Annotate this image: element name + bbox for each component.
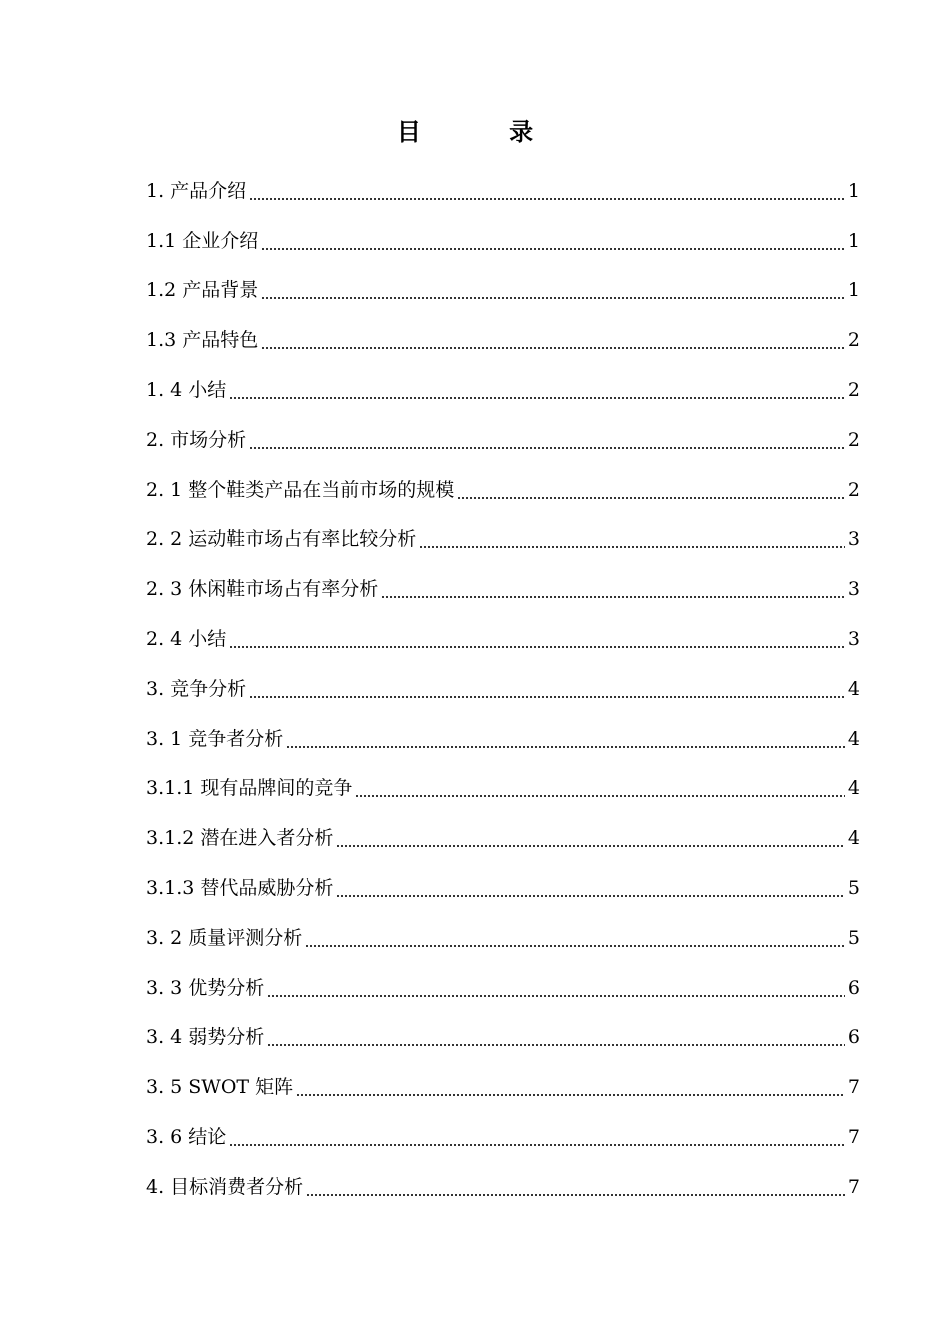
toc-entry-page-number: 5	[847, 877, 860, 900]
toc-entry-label: 2. 2 运动鞋市场占有率比较分析	[146, 528, 417, 551]
toc-entry-page-number: 6	[847, 976, 860, 999]
dot-leader	[249, 681, 845, 701]
dot-leader	[457, 482, 845, 502]
toc-entry[interactable]	[146, 863, 860, 913]
toc-entry[interactable]	[146, 664, 860, 714]
toc-entry-label: 2. 1 整个鞋类产品在当前市场的规模	[146, 478, 455, 501]
dot-leader	[267, 1029, 845, 1049]
toc-entry-label: 1.1 企业介绍	[146, 229, 259, 252]
toc-entry-page-number: 1	[847, 229, 860, 252]
toc-entry[interactable]	[146, 1062, 860, 1112]
toc-entry[interactable]	[146, 813, 860, 863]
toc-entry[interactable]	[146, 315, 860, 365]
dot-leader	[249, 432, 845, 452]
toc-entry-label: 3.1.3 替代品威胁分析	[146, 877, 334, 900]
toc-entry-page-number: 2	[847, 478, 860, 501]
toc-entry[interactable]	[146, 963, 860, 1013]
toc-entry-label: 2. 4 小结	[146, 628, 227, 651]
toc-entry[interactable]	[146, 415, 860, 465]
dot-leader	[286, 731, 845, 751]
toc-entry-label: 1.3 产品特色	[146, 329, 259, 352]
dot-leader	[261, 282, 845, 302]
dot-leader	[229, 1129, 845, 1149]
dot-leader	[229, 382, 845, 402]
toc-entry[interactable]	[146, 465, 860, 515]
toc-entry-label: 3.1.2 潜在进入者分析	[146, 827, 334, 850]
toc-entry-label: 2. 市场分析	[146, 428, 247, 451]
toc-entry[interactable]	[146, 564, 860, 614]
toc-entry-label: 3. 3 优势分析	[146, 976, 265, 999]
toc-entry[interactable]	[146, 365, 860, 415]
toc-entry[interactable]	[146, 266, 860, 316]
toc-entry[interactable]	[146, 166, 860, 216]
dot-leader	[336, 830, 845, 850]
toc-entry-label: 3. 6 结论	[146, 1126, 227, 1149]
table-of-contents	[146, 166, 860, 1212]
toc-entry[interactable]	[146, 913, 860, 963]
toc-entry[interactable]	[146, 1112, 860, 1162]
toc-entry-page-number: 7	[847, 1126, 860, 1149]
dot-leader	[355, 780, 845, 800]
toc-entry-page-number: 4	[847, 827, 860, 850]
toc-entry-page-number: 1	[847, 279, 860, 302]
toc-entry-label: 1.2 产品背景	[146, 279, 259, 302]
dot-leader	[419, 531, 845, 551]
toc-entry[interactable]	[146, 714, 860, 764]
toc-entry-label: 3. 1 竞争者分析	[146, 727, 284, 750]
dot-leader	[261, 233, 845, 253]
toc-entry-label: 1. 4 小结	[146, 379, 227, 402]
dot-leader	[261, 332, 845, 352]
toc-entry-page-number: 3	[847, 528, 860, 551]
toc-entry-label: 3. 4 弱势分析	[146, 1026, 265, 1049]
dot-leader	[296, 1079, 845, 1099]
toc-entry-label: 3. 5 SWOT 矩阵	[146, 1076, 294, 1099]
toc-title: 目 录	[396, 117, 574, 146]
toc-entry-page-number: 4	[847, 677, 860, 700]
toc-entry-label: 2. 3 休闲鞋市场占有率分析	[146, 578, 379, 601]
toc-entry[interactable]	[146, 1162, 860, 1212]
toc-entry-page-number: 3	[847, 578, 860, 601]
toc-entry-label: 3. 竞争分析	[146, 677, 247, 700]
dot-leader	[249, 183, 845, 203]
toc-entry-page-number: 5	[847, 926, 860, 949]
toc-entry-page-number: 4	[847, 727, 860, 750]
toc-entry[interactable]	[146, 216, 860, 266]
toc-entry-label: 3.1.1 现有品牌间的竞争	[146, 777, 353, 800]
dot-leader	[305, 930, 845, 950]
toc-entry-page-number: 7	[847, 1076, 860, 1099]
dot-leader	[267, 980, 845, 1000]
toc-entry-page-number: 3	[847, 628, 860, 651]
toc-entry-page-number: 1	[847, 179, 860, 202]
toc-entry-label: 3. 2 质量评测分析	[146, 926, 303, 949]
dot-leader	[336, 880, 845, 900]
toc-entry[interactable]	[146, 1013, 860, 1063]
toc-entry-page-number: 2	[847, 379, 860, 402]
toc-entry-label: 1. 产品介绍	[146, 179, 247, 202]
toc-entry-page-number: 4	[847, 777, 860, 800]
dot-leader	[306, 1179, 845, 1199]
dot-leader	[381, 581, 845, 601]
toc-entry[interactable]	[146, 764, 860, 814]
toc-entry-page-number: 2	[847, 428, 860, 451]
toc-entry[interactable]	[146, 614, 860, 664]
toc-entry-page-number: 6	[847, 1026, 860, 1049]
toc-entry-page-number: 2	[847, 329, 860, 352]
toc-entry-label: 4. 目标消费者分析	[146, 1175, 304, 1198]
dot-leader	[229, 631, 845, 651]
toc-entry-page-number: 7	[847, 1175, 860, 1198]
toc-entry[interactable]	[146, 515, 860, 565]
